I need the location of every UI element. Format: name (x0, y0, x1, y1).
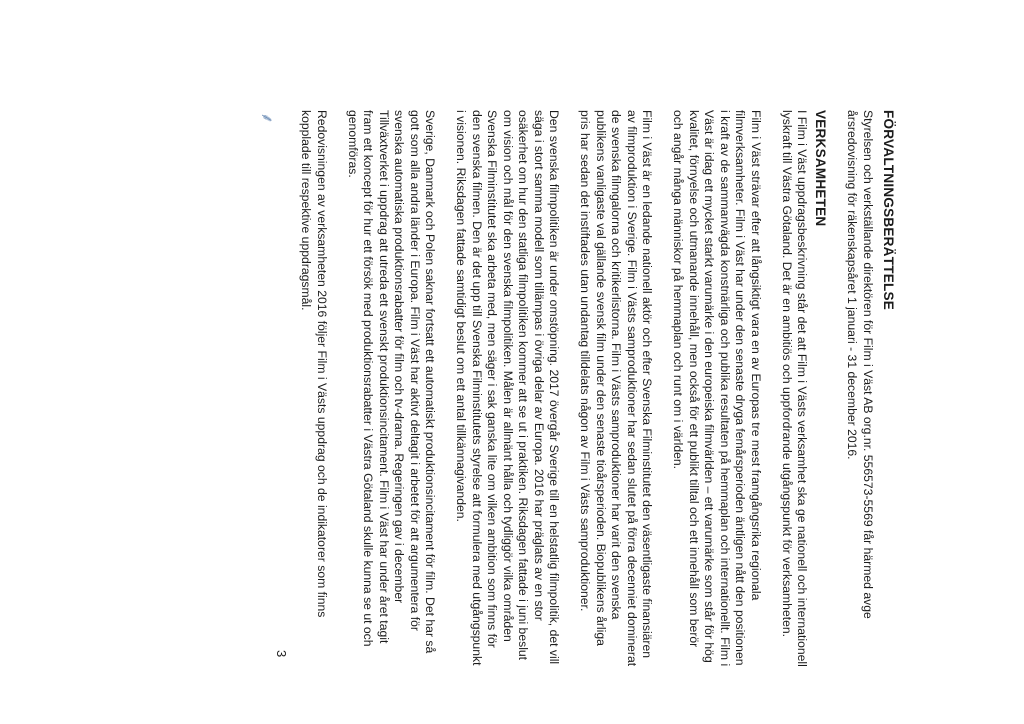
paragraph-2: Film i Väst strävar efter att långsiktigt vara en av Europas tre mest framgångsrika regionala filmverksamheter. Film i Väst har under den senaste dryga femårsperioden äntligen nått den positionen i kraft av de sammanvägda konstnärliga och publika resultaten på hemmaplan och internationellt. Film i Väst är idag ett mycket starkt varumärke i den europeiska filmvärlden – ett varumärke som står för hög kvalitet, förnyelse och utmanande innehåll, men också för ett publikt tilltal och ett innehåll som berör och angår många människor på hemmaplan och runt om i världen. (671, 110, 763, 667)
document-body (283, 110, 897, 668)
paragraph-4: Den svenska filmpolitiken är under omstöpning. 2017 övergår Sverige till en helstatlig filmpolitik, det vill säga i stort samma modell som tillämpas i övriga delar av Europa. 2016 har präglats av en stor osäkerhet om hur den statliga filmpolitiken kommer att se ut i praktiken. Riksdagen fattade i juni beslut om vision och mål för den svenska filmpolitiken. Målen är allmänt hålla och tydliggör vilka områden Svenska Filminstitutet ska arbeta med, men säger i sak ganska lite om vilken ambition som finns för den svenska filmen. Den är det upp till Svenska Filminstitutets styrelse att formulera med utgångspunkt i visionen. Riksdagen fattade samtidigt beslut om ett antal tillkännagivanden. (454, 110, 562, 666)
paragraph-5: Sverige, Danmark och Polen saknar fortsatt ett automatiskt produktionsincitament för film. Det har så gott som alla andra länder i Europa. Film i Väst har aktivt deltagit i arbetet för att argumentera för svenska automatiska produktionsrabatter för film och tv-drama. Regeringen gav i december Tillväxtverket i uppdrag att utreda ett svenskt produktionsincitament. Film i Väst har under året tagit fram ett koncept för hur ett försök med produktionsrabatter i Västra Götaland skulle kunna se ut och genomföras. (346, 110, 438, 654)
section-heading: VERKSAMHETEN (813, 110, 829, 227)
paragraph-3: Film i Väst är en ledande nationell aktör och efter Svenska Filminstitutet den väsentligaste finansiären av filmproduktion i Sverige. Film i Västs samproduktioner har sedan slutet på förra decenniet dominerat de svenska filmgalorna och kritikerlistorna. Film i Västs samproduktioner har varit den svenska publikens vanligaste val gällande svensk film under den senaste tioårsperioden. Biopublikens årliga pris har sedan det instiftades utan undantag tilldelats någon av Film i Västs samproduktioner. (578, 110, 655, 667)
intro-paragraph: Styrelsen och verkställande direktören för Film i Väst AB org.nr. 556573-5569 får härmed avge årsredovisning för räkenskapsåret 1 januari - 31 december 2016. (845, 110, 875, 619)
pen-mark-icon: ⸙ (258, 112, 277, 125)
document-title: FÖRVALTNINGSBERÄTTELSE (881, 110, 896, 311)
paragraph-6: Redovisningen av verksamheten 2016 följer Film i Västs uppdrag och de indikatorer som finns kopplade till respektive uppdragsmål. (299, 110, 329, 618)
paragraph-1: I Film i Väst uppdragsbeskrivning står det att Film i Västs verksamhet ska ge nationell och internationell lyskraft till Västra Götaland. Det är en ambitiös och uppfordrande utgångspunkt för verksamheten. (780, 110, 810, 667)
page-number: 3 (274, 650, 289, 658)
